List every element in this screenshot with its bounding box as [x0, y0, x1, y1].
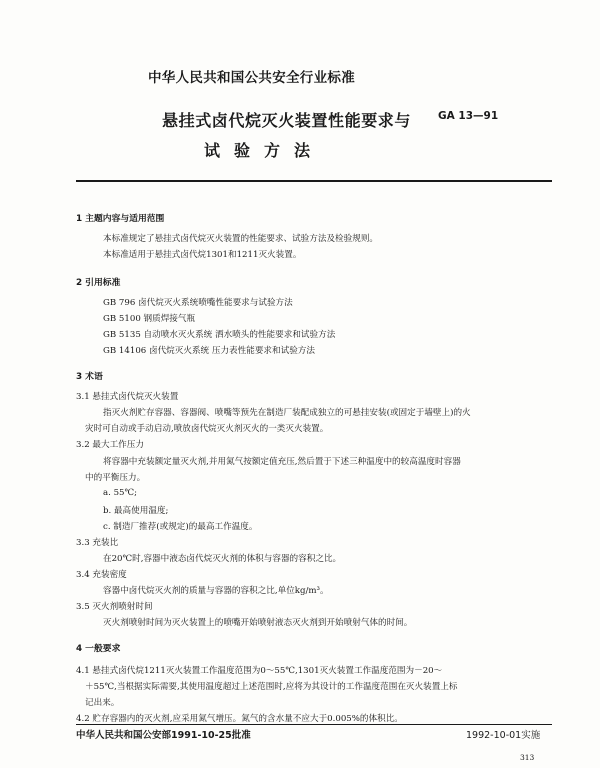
standard-title-line1: 悬挂式卤代烷灭火装置性能要求与 — [162, 111, 412, 130]
section-3-2-text-line2: 中的平衡压力。 — [85, 473, 146, 483]
section-4-1-line2: ＋55℃,当根据实际需要,其使用温度超过上述范围时,应将为其设计的工作温度范围在灭火装置上标 — [85, 682, 458, 692]
page-number: 313 — [520, 753, 535, 762]
issuing-body: 中华人民共和国公共安全行业标准 — [148, 70, 355, 86]
section-3-1-heading: 3.1 悬挂式卤代烷灭火装置 — [76, 392, 179, 402]
section-3-1-text-line1: 指灭火剂贮存容器、容器阀、喷嘴等预先在制造厂装配成独立的可悬挂安装(或固定于墙壁上)的火 — [103, 408, 471, 418]
list-item: b. 最高使用温度; — [103, 506, 169, 516]
section-3-2-heading: 3.2 最大工作压力 — [76, 440, 144, 450]
section-1-paragraph-2: 本标准适用于悬挂式卤代烷1301和1211灭火装置。 — [103, 250, 302, 260]
effective-date: 1992-10-01实施 — [466, 730, 541, 741]
section-3-4-text: 容器中卤代烷灭火剂的质量与容器的容积之比,单位kg/m³。 — [103, 586, 329, 596]
section-3-1-text-line2: 灾时可自动或手动启动,喷放卤代烷灭火剂灭火的一类灭火装置。 — [85, 424, 329, 434]
section-3-3-text: 在20℃时,容器中液态卤代烷灭火剂的体积与容器的容积之比。 — [103, 554, 342, 564]
section-4-1-line1: 4.1 悬挂式卤代烷1211灭火装置工作温度范围为0～55℃,1301灭火装置工作温度范围为－20～ — [76, 666, 443, 676]
section-3-4-heading: 3.4 充装密度 — [76, 570, 127, 580]
standard-number: GA 13—91 — [438, 110, 499, 122]
approval-date: 中华人民共和国公安部1991-10-25批准 — [76, 730, 251, 741]
reference-item: GB 5135 自动喷水灭火系统 洒水喷头的性能要求和试验方法 — [103, 330, 336, 340]
section-3-heading: 3 术语 — [76, 372, 103, 382]
reference-item: GB 5100 钢质焊接气瓶 — [103, 314, 196, 324]
reference-item: GB 796 卤代烷灭火系统喷嘴性能要求与试验方法 — [103, 298, 293, 308]
header-divider — [76, 180, 552, 182]
footer-divider — [76, 724, 552, 725]
section-4-heading: 4 一般要求 — [76, 644, 121, 654]
section-3-5-heading: 3.5 灭火剂喷射时间 — [76, 602, 153, 612]
section-4-1-line3: 记出来。 — [85, 698, 120, 708]
section-3-3-heading: 3.3 充装比 — [76, 538, 119, 548]
section-2-heading: 2 引用标准 — [76, 278, 121, 288]
section-1-heading: 1 主题内容与适用范围 — [76, 214, 165, 224]
list-item: c. 制造厂推荐(或规定)的最高工作温度。 — [103, 522, 258, 532]
standard-title-line2: 试验方法 — [204, 141, 325, 160]
reference-item: GB 14106 卤代烷灭火系统 压力表性能要求和试验方法 — [103, 346, 315, 356]
section-3-5-text: 灭火剂喷射时间为灭火装置上的喷嘴开始喷射液态灭火剂到开始喷射气体的时间。 — [103, 618, 413, 628]
section-3-2-text-line1: 将容器中充装额定量灭火剂,并用氮气按额定值充压,然后置于下述三种温度中的较高温度时容器 — [103, 457, 461, 467]
list-item: a. 55℃; — [103, 488, 138, 498]
section-1-paragraph-1: 本标准规定了悬挂式卤代烷灭火装置的性能要求、试验方法及检验规则。 — [103, 234, 379, 244]
section-4-2-line: 4.2 贮存容器内的灭火剂,应采用氮气增压。氮气的含水量不应大于0.005%的体积比。 — [76, 714, 403, 724]
